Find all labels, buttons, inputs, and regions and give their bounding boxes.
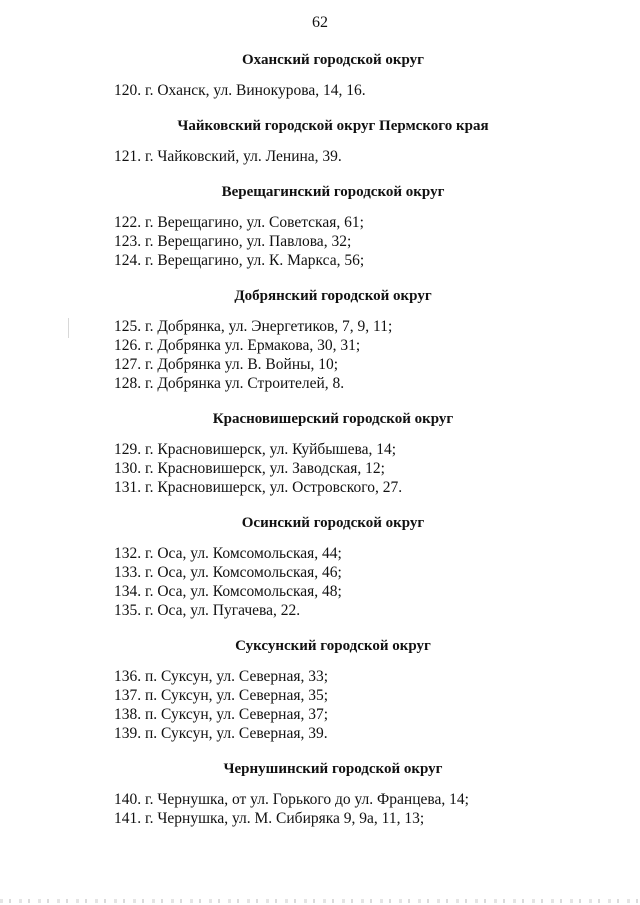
page-number: 62	[312, 14, 328, 31]
list-item: 133. г. Оса, ул. Комсомольская, 46;	[114, 564, 342, 581]
section-chaikovsky	[0, 115, 640, 166]
section-chernushinsky	[0, 758, 640, 828]
section-dobryansky	[0, 285, 640, 393]
list-item: 132. г. Оса, ул. Комсомольская, 44;	[114, 545, 342, 562]
scan-edge-artifact	[0, 899, 640, 903]
list-item: 121. г. Чайковский, ул. Ленина, 39.	[114, 148, 342, 165]
list-item: 128. г. Добрянка ул. Строителей, 8.	[114, 375, 345, 392]
list-item: 123. г. Верещагино, ул. Павлова, 32;	[114, 233, 352, 250]
list-item: 124. г. Верещагино, ул. К. Маркса, 56;	[114, 252, 365, 269]
list-item: 131. г. Красновишерск, ул. Островского, 27.	[114, 479, 403, 496]
list-item: 127. г. Добрянка ул. В. Войны, 10;	[114, 356, 339, 373]
section-osinsky	[0, 512, 640, 620]
section-heading: Чернушинский городской округ	[223, 761, 443, 777]
list-item: 140. г. Чернушка, от ул. Горького до ул. Францева, 14;	[114, 791, 469, 808]
list-item: 126. г. Добрянка ул. Ермакова, 30, 31;	[114, 337, 361, 354]
list-item: 138. п. Суксун, ул. Северная, 37;	[114, 706, 329, 723]
list-item: 129. г. Красновишерск, ул. Куйбышева, 14;	[114, 441, 397, 458]
section-heading: Оханский городской округ	[242, 52, 424, 68]
section-heading: Верещагинский городской округ	[221, 184, 445, 200]
list-item: 120. г. Оханск, ул. Винокурова, 14, 16.	[114, 82, 366, 99]
section-vereshchaginsky	[0, 181, 640, 270]
list-item: 137. п. Суксун, ул. Северная, 35;	[114, 687, 329, 704]
section-krasnovishersky	[0, 408, 640, 497]
list-item: 134. г. Оса, ул. Комсомольская, 48;	[114, 583, 342, 600]
section-okhansky	[0, 49, 640, 100]
list-item: 139. п. Суксун, ул. Северная, 39.	[114, 725, 328, 742]
scan-artifact	[68, 318, 69, 338]
document-body	[0, 40, 640, 828]
list-item: 122. г. Верещагино, ул. Советская, 61;	[114, 214, 364, 231]
list-item: 136. п. Суксун, ул. Северная, 33;	[114, 668, 329, 685]
section-suksunsky	[0, 635, 640, 743]
list-item: 125. г. Добрянка, ул. Энергетиков, 7, 9, 11;	[114, 318, 393, 335]
section-heading: Суксунский городской округ	[235, 638, 431, 654]
section-heading: Добрянский городской округ	[234, 288, 432, 304]
list-item: 135. г. Оса, ул. Пугачева, 22.	[114, 602, 301, 619]
list-item: 130. г. Красновишерск, ул. Заводская, 12;	[114, 460, 385, 477]
section-heading: Чайковский городской округ Пермского края	[177, 118, 489, 134]
list-item: 141. г. Чернушка, ул. М. Сибиряка 9, 9а, 11, 13;	[114, 810, 425, 827]
section-heading: Осинский городской округ	[241, 515, 425, 531]
section-heading: Красновишерский городской округ	[212, 411, 454, 427]
